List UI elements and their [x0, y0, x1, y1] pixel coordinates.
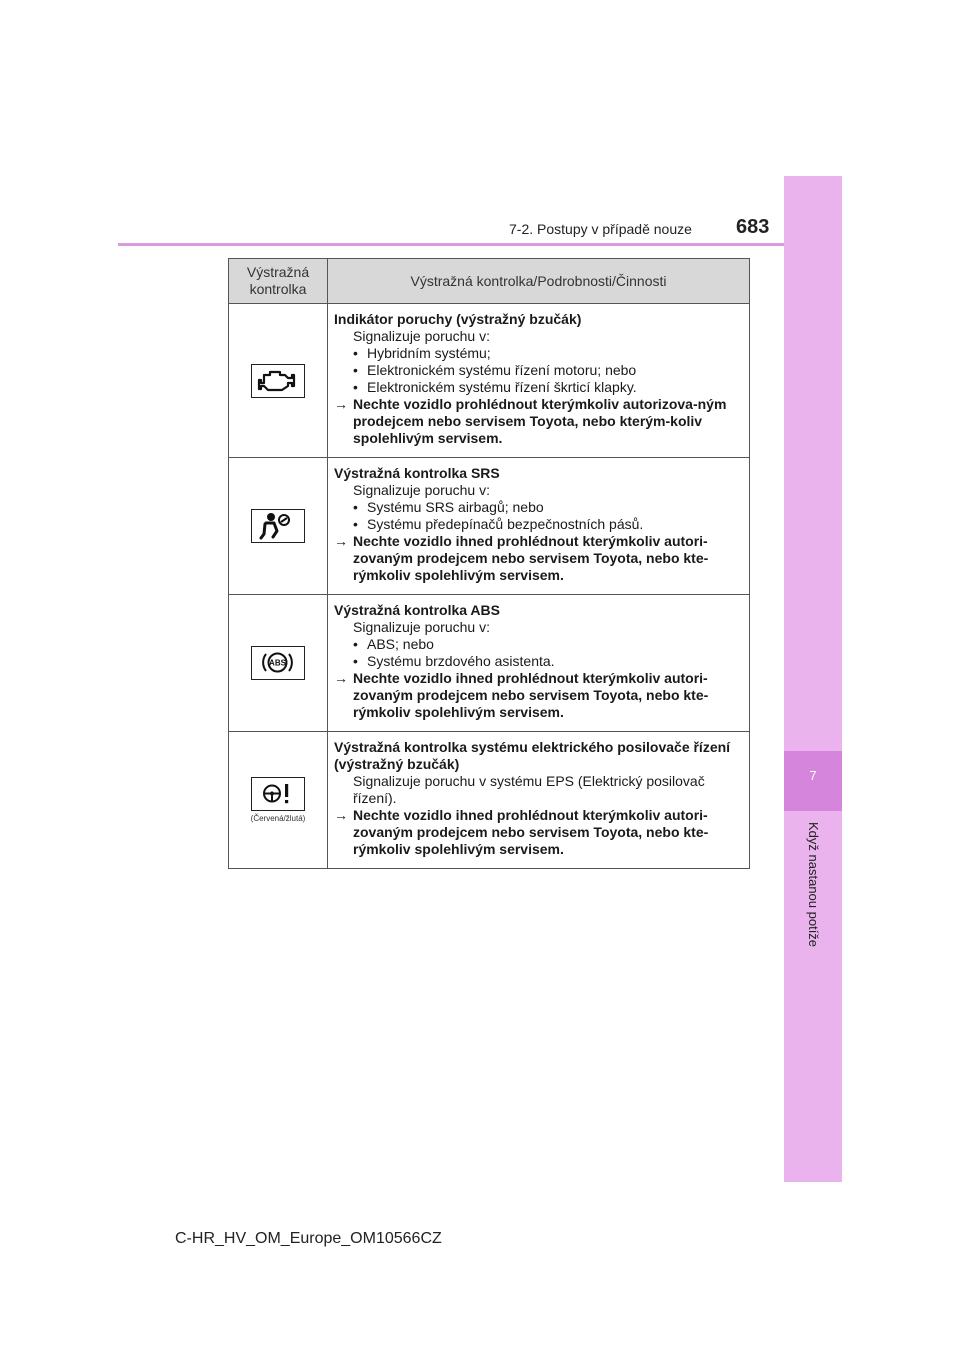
warning-title: Indikátor poruchy (výstražný bzučák): [334, 311, 582, 327]
arrow-right-icon: →: [334, 533, 348, 549]
warning-title: Výstražná kontrolka systému elektrického posilovače řízení (výstražný bzučák): [334, 739, 731, 772]
srs-airbag-icon: [251, 509, 305, 543]
arrow-right-icon: →: [334, 807, 348, 823]
bullet-item: • Elektronickém systému řízení motoru; nebo: [334, 362, 743, 379]
description-cell: [328, 458, 750, 595]
warning-intro: Signalizuje poruchu v:: [353, 328, 490, 344]
bullet-item: • Elektronickém systému řízení škrticí klapky.: [334, 379, 743, 396]
abs-icon: [251, 646, 305, 680]
section-title: 7-2. Postupy v případě nouze: [509, 221, 692, 237]
bullet-item: • Hybridním systému;: [334, 345, 743, 362]
table-row: [229, 304, 750, 458]
svg-text:ABS: ABS: [269, 658, 286, 668]
icon-cell: [229, 458, 328, 595]
icon-cell: [229, 595, 328, 732]
column-header-light: Výstražná kontrolka: [229, 259, 328, 304]
arrow-right-icon: →: [334, 670, 348, 686]
warning-title: Výstražná kontrolka SRS: [334, 465, 500, 481]
chapter-title: Když nastanou potíže: [806, 822, 821, 948]
document-code: C-HR_HV_OM_Europe_OM10566CZ: [175, 1230, 442, 1247]
chapter-side-tab: [784, 176, 842, 1182]
action-instruction: → Nechte vozidlo ihned prohlédnout kterýmkoliv autori-zovaným prodejcem nebo servisem Toyota, nebo kte-rýmkoliv spolehlivým servisem.: [334, 533, 709, 583]
bullet-item: • ABS; nebo: [334, 636, 743, 653]
icon-caption: (Červená/žlutá): [250, 814, 306, 823]
page-number: 683: [736, 216, 770, 238]
icon-cell: [229, 732, 328, 869]
description-cell: [328, 732, 750, 869]
warning-intro: Signalizuje poruchu v:: [353, 482, 490, 498]
table-row: [229, 458, 750, 595]
chapter-number: 7: [809, 768, 817, 783]
header-divider: [118, 243, 784, 246]
bullet-item: • Systému brzdového asistenta.: [334, 653, 743, 670]
table-row: [229, 732, 750, 869]
action-instruction: → Nechte vozidlo ihned prohlédnout kterýmkoliv autori-zovaným prodejcem nebo servisem Toyota, nebo kte-rýmkoliv spolehlivým servisem.: [334, 670, 709, 720]
warning-intro: Signalizuje poruchu v systému EPS (Elektrický posilovač řízení).: [353, 773, 705, 806]
arrow-right-icon: →: [334, 396, 348, 412]
warning-intro: Signalizuje poruchu v:: [353, 619, 490, 635]
description-cell: [328, 595, 750, 732]
table-header-row: [229, 259, 750, 304]
icon-cell: [229, 304, 328, 458]
eps-steering-icon: [251, 777, 305, 811]
warning-title: Výstražná kontrolka ABS: [334, 602, 500, 618]
bullet-item: • Systému SRS airbagů; nebo: [334, 499, 743, 516]
column-header-details: Výstražná kontrolka/Podrobnosti/Činnosti: [328, 259, 750, 304]
table-row: [229, 595, 750, 732]
warning-lights-table: [228, 258, 750, 869]
engine-warning-icon: [251, 364, 305, 398]
description-cell: [328, 304, 750, 458]
action-instruction: → Nechte vozidlo prohlédnout kterýmkoliv autorizova-ným prodejcem nebo servisem Toyota, nebo kterým-koliv spolehlivým servisem.: [334, 396, 727, 446]
bullet-item: • Systému předepínačů bezpečnostních pásů.: [334, 516, 743, 533]
action-instruction: → Nechte vozidlo ihned prohlédnout kterýmkoliv autori-zovaným prodejcem nebo servisem Toyota, nebo kte-rýmkoliv spolehlivým servisem.: [334, 807, 709, 857]
